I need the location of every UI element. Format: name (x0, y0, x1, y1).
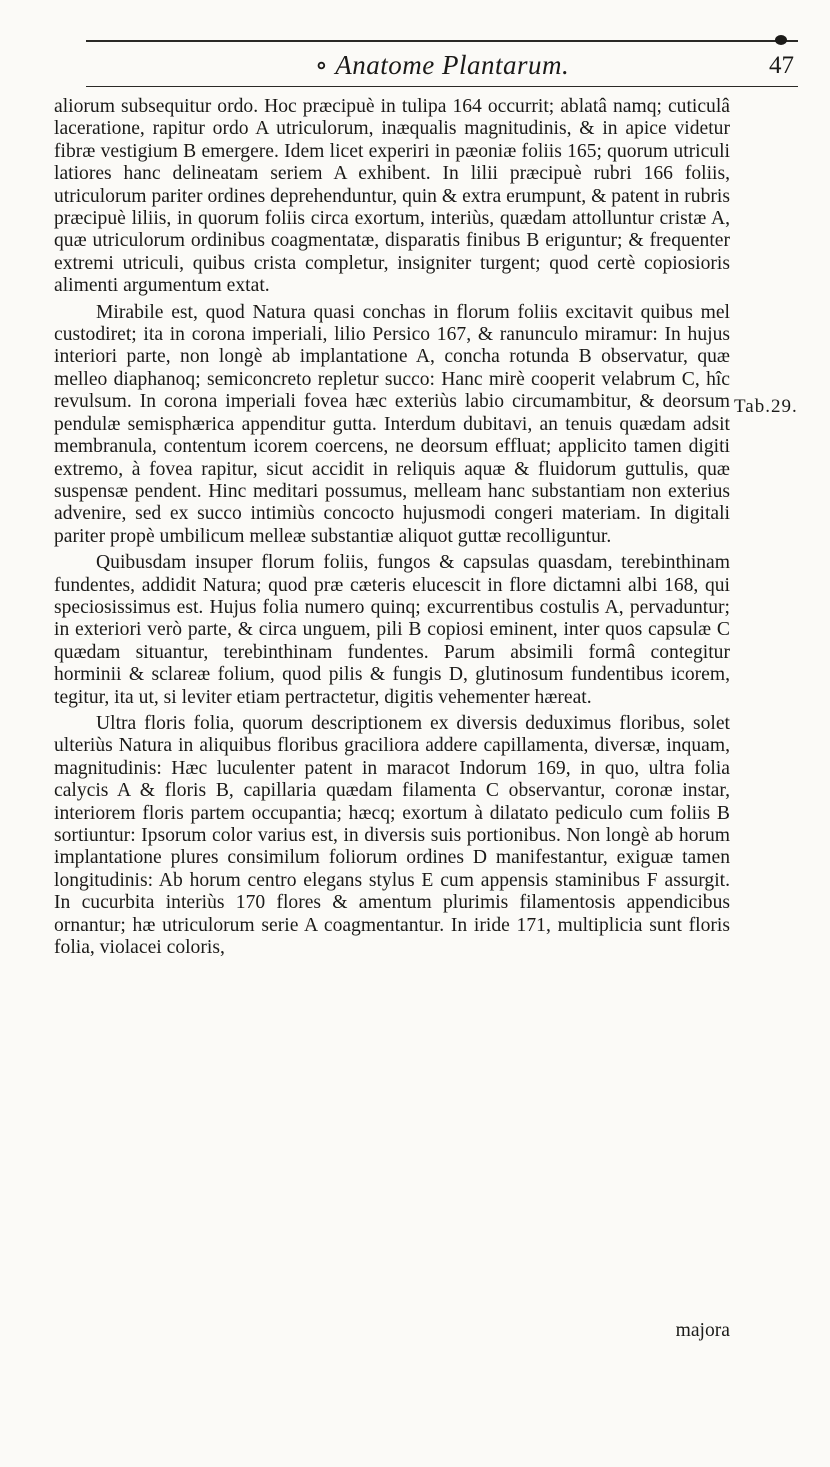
margin-note: Tab.29. (734, 396, 798, 417)
paragraph: Mirabile est, quod Natura quasi conchas in florum foliis excitavit quibus mel custodiret; ita in corona imperiali, lilio Persico 167, & ranunculo miramur: In hujus interiori parte, non longè ab implantatione A, concha rotunda B observatur, quæ melleo diaphanoq; semiconcreto repletur succo: Hanc mirè cooperit velabrum C, hîc revulsum. In corona imperiali fovea hæc exteriùs labio circumambitur, & deorsum pendulæ semisphærica appenditur gutta. Interdum dubitavi, an tenuis quædam adsit membranula, contentum icorem coercens, ne deorsum effluat; applicito tamen digiti extremo, à fovea rapitur, sicut accidit in reliquis aquæ & fluidorum guttulis, quæ suspensæ pendent. Hinc meditari possumus, melleam hanc substantiam non exterius advenire, sed ex succo intimiùs concocto hujusmodi congeri materiam. In digitali pariter propè umbilicum melleæ substantiæ aliquot guttæ recolliguntur. (54, 301, 730, 547)
body-text (54, 96, 730, 959)
running-head: ∘ Anatome Plantarum. (314, 50, 570, 80)
page-number: 47 (769, 52, 794, 79)
page-header (86, 44, 798, 87)
paragraph: Ultra floris folia, quorum descriptionem ex diversis deduximus floribus, solet ulteriùs Natura in aliquibus floribus graciliora addere capillamenta, diversæ, inquam, magnitudinis: Hæc luculenter patent in maracot Indorum 169, in quo, ultra folia calycis A & floris B, capillaria quædam filamenta C observantur, coronæ instar, interiorem floris partem occupantia; hæcq; exortum à dilatato pediculo cum foliis B sortiuntur: Ipsorum color varius est, in diversis suis portionibus. Non longè ab horum implantatione plures consimilum foliorum ordines D manifestantur, exiguæ tamen longitudinis: Ab horum centro elegans stylus E cum appensis staminibus F assurgit. In cucurbita interiùs 170 flores & amentum plurimis filamentosis appendicibus ornantur; hæ utriculorum serie A coagmentantur. In iride 171, multiplicia sunt floris folia, violacei coloris, (54, 712, 730, 959)
top-rule (86, 40, 798, 42)
catchword: majora (675, 1320, 730, 1341)
paragraph: aliorum subsequitur ordo. Hoc præcipuè in tulipa 164 occurrit; ablatâ namq; cuticulâ laceratione, rapitur ordo A utriculorum, inæqualis magnitudinis, & in apice videtur fibræ vestigium B emergere. Idem licet experiri in pæoniæ foliis 165; quorum utriculi latiores hanc delineatam seriem A exhibent. In lilii præcipuè rubri 166 foliis, utriculorum pariter ordines deprehenduntur, quin & extra erumpunt, & patent in rubris præcipuè liliis, in quorum foliis circa exortum, interiùs, quædam attolluntur cristæ A, quæ utriculorum ordinibus coagmentatæ, disparatis finibus B eriguntur; & frequenter extremi utriculi, quibus crista completur, insigniter turgent; quod certè copiosioris alimenti argumentum extat. (54, 96, 730, 297)
paragraph: Quibusdam insuper florum foliis, fungos & capsulas quasdam, terebinthinam fundentes, addidit Natura; quod præ cæteris elucescit in flore dictamni albi 168, qui speciosissimus est. Hujus folia numero quinq; excurrentibus costulis A, pervaduntur; in exteriori verò parte, & circa unguem, pili B copiosi eminent, inter quos capsulæ C quædam situantur, terebinthinam fundentes. Parum absimili formâ contegitur horminii & sclareæ folium, quod pilis & fungis D, glutinosum fundentibus icorem, tegitur, ita ut, si leviter etiam pertractetur, digitis vehementer hæreat. (54, 552, 730, 708)
